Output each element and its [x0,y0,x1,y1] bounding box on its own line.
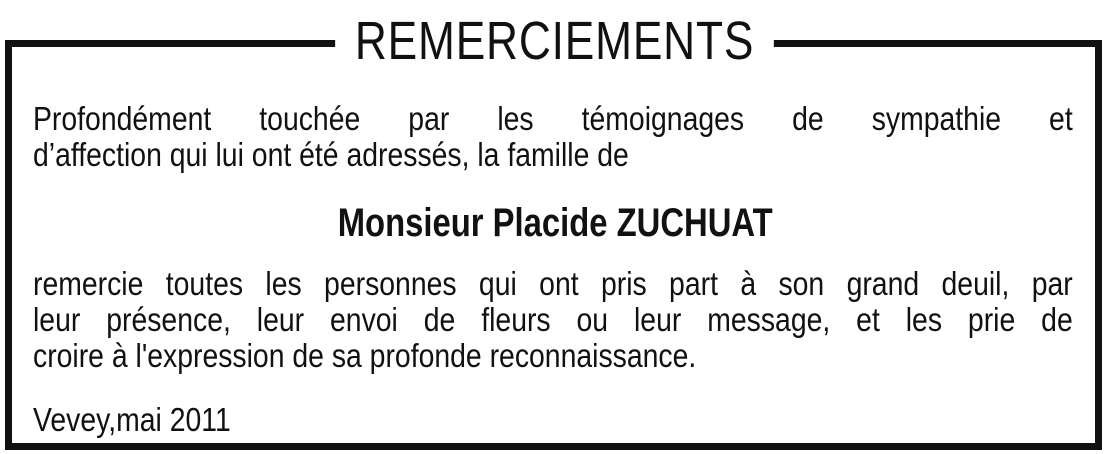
intro-line-2: d’affection qui lui ont été adressés, la famille de [33,136,629,173]
notice-title: REMERCIEMENTS [336,8,775,74]
thanks-line-2: leur présence, leur envoi de fleurs ou leur message, et les prie de [33,301,1073,338]
title-container [0,8,1110,74]
place-date: Vevey,mai 2011 [33,401,231,438]
deceased-name-container [0,198,1110,248]
intro-line-1: Profondément touchée par les témoignages de sympathie et [33,100,1073,137]
thanks-paragraph [33,266,1073,374]
thanks-line-1: remercie toutes les personnes qui ont pris part à son grand deuil, par [33,265,1073,302]
intro-paragraph [33,101,1073,173]
deceased-name: Monsieur Placide ZUCHUAT [337,201,773,245]
thanks-line-3: croire à l'expression de sa profonde reconnaissance. [33,337,697,374]
